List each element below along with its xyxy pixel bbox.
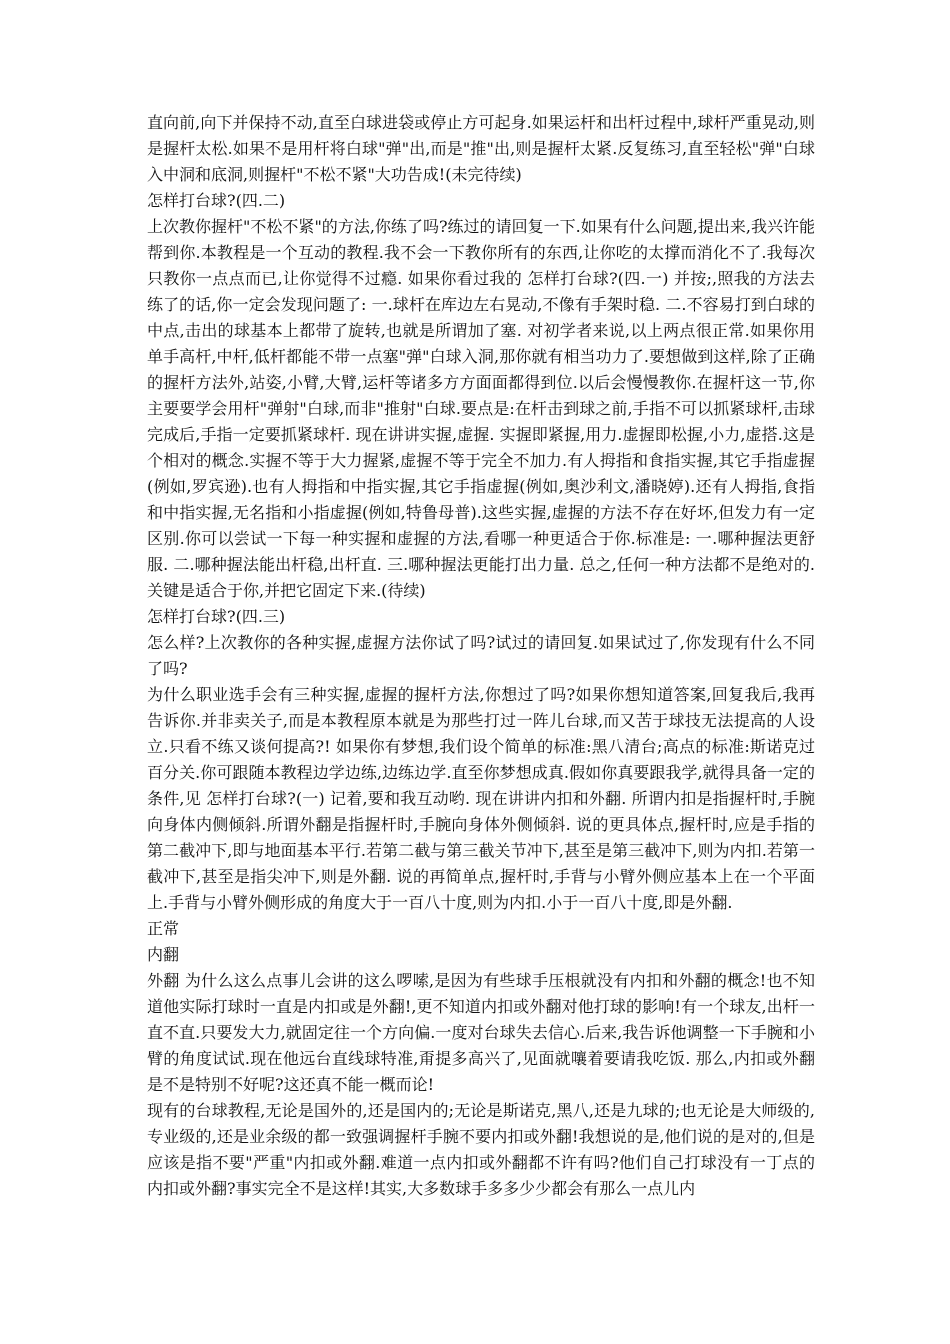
body-paragraph: 直向前,向下并保持不动,直至白球进袋或停止方可起身.如果运杆和出杆过程中,球杆严重晃动,则是握杆太松.如果不是用杆将白球"弹"出,而是"推"出,则是握杆太紧.反复练习,直至轻松"弹"白球入中洞和底洞,则握杆"不松不紧"大功告成!(未完待续) (147, 113, 815, 184)
body-paragraph: 外翻 为什么这么点事儿会讲的这么啰嗦,是因为有些球手压根就没有内扣和外翻的概念!也不知道他实际打球时一直是内扣或是外翻!,更不知道内扣或外翻对他打球的影响!有一个球友,出杆一直不直.只要发大力,就固定往一个方向偏.一度对台球失去信心.后来,我告诉他调整一下手腕和小臂的角度试试.现在他远台直线球特准,甭提多高兴了,见面就嚷着要请我吃饭. 那么,内扣或外翻是不是特别不好呢?这还真不能一概而论! (147, 971, 815, 1094)
body-paragraph: 上次教你握杆"不松不紧"的方法,你练了吗?练过的请回复一下.如果有什么问题,提出来,我兴许能帮到你.本教程是一个互动的教程.我不会一下教你所有的东西,让你吃的太撑而消化不了.我每次只教你一点点而已,让你觉得不过瘾. 如果你看过我的 怎样打台球?(四.一) 并按;,照我的方法去练了的话,你一定会发现问题了: 一.球杆在库边左右晃动,不像有手架时稳. 二.不容易打到白球的中点,击出的球基本上都带了旋转,也就是所谓加了塞. 对初学者来说,以上两点很正常.如果你用单手高杆,中杆,低杆都能不带一点塞"弹"白球入洞,那你就有相当功力了.要想做到这样,除了正确的握杆方法外,站姿,小臂,大臂,运杆等诸多方方面面都得到位.以后会慢慢教你.在握杆这一节,你主要要学会用杆"弹射"白球,而非"推射"白球.要点是:在杆击到球之前,手指不可以抓紧球杆,击球完成后,手指一定要抓紧球杆. 现在讲讲实握,虚握. 实握即紧握,用力.虚握即松握,小力,虚搭.这是个相对的概念.实握不等于大力握紧,虚握不等于完全不加力.有人拇指和食指实握,其它手指虚握(例如,罗宾逊).也有人拇指和中指实握,其它手指虚握(例如,奥沙利文,潘晓婷).还有人拇指,食指和中指实握,无名指和小指虚握(例如,特鲁母普).这些实握,虚握的方法不存在好坏,但发力有一定区别.你可以尝试一下每一种实握和虚握的方法,看哪一种更适合于你.标准是: 一.哪种握法更舒服. 二.哪种握法能出杆稳,出杆直. 三.哪种握法更能打出力量. 总之,任何一种方法都不是绝对的.关键是适合于你,并把它固定下来.(待续) (147, 217, 815, 600)
label-inward: 内翻 (147, 945, 180, 964)
body-paragraph: 现有的台球教程,无论是国外的,还是国内的;无论是斯诺克,黑八,还是九球的;也无论是大师级的,专业级的,还是业余级的都一致强调握杆手腕不要内扣或外翻!我想说的是,他们说的是对的,但是应该是指不要"严重"内扣或外翻.难道一点内扣或外翻都不许有吗?他们自己打球没有一丁点的内扣或外翻?事实完全不是这样!其实,大多数球手多多少少都会有那么一点儿内 (147, 1101, 815, 1198)
label-normal: 正常 (147, 919, 180, 938)
section-heading: 怎样打台球?(四.二) (147, 191, 286, 210)
document-page (147, 110, 815, 1202)
section-heading: 怎样打台球?(四.三) (147, 607, 286, 626)
body-paragraph: 为什么职业选手会有三种实握,虚握的握杆方法,你想过了吗?如果你想知道答案,回复我后,我再告诉你.并非卖关子,而是本教程原本就是为那些打过一阵儿台球,而又苦于球技无法提高的人设立.只看不练又谈何提高?! 如果你有梦想,我们设个简单的标准:黑八清台;高点的标准:斯诺克过百分关.你可跟随本教程边学边练,边练边学.直至你梦想成真.假如你真要跟我学,就得具备一定的条件,见 怎样打台球?(一) 记着,要和我互动哟. 现在讲讲内扣和外翻. 所谓内扣是指握杆时,手腕向身体内侧倾斜.所谓外翻是指握杆时,手腕向身体外侧倾斜. 说的更具体点,握杆时,应是手指的第二截冲下,即与地面基本平行.若第二截与第三截关节冲下,甚至是第三截冲下,则为内扣.若第一截冲下,甚至是指尖冲下,则是外翻. 说的再简单点,握杆时,手背与小臂外侧应基本上在一个平面上.手背与小臂外侧形成的角度大于一百八十度,则为内扣.小于一百八十度,即是外翻. (147, 685, 815, 912)
body-paragraph: 怎么样?上次教你的各种实握,虚握方法你试了吗?试过的请回复.如果试过了,你发现有什么不同了吗? (147, 633, 815, 678)
